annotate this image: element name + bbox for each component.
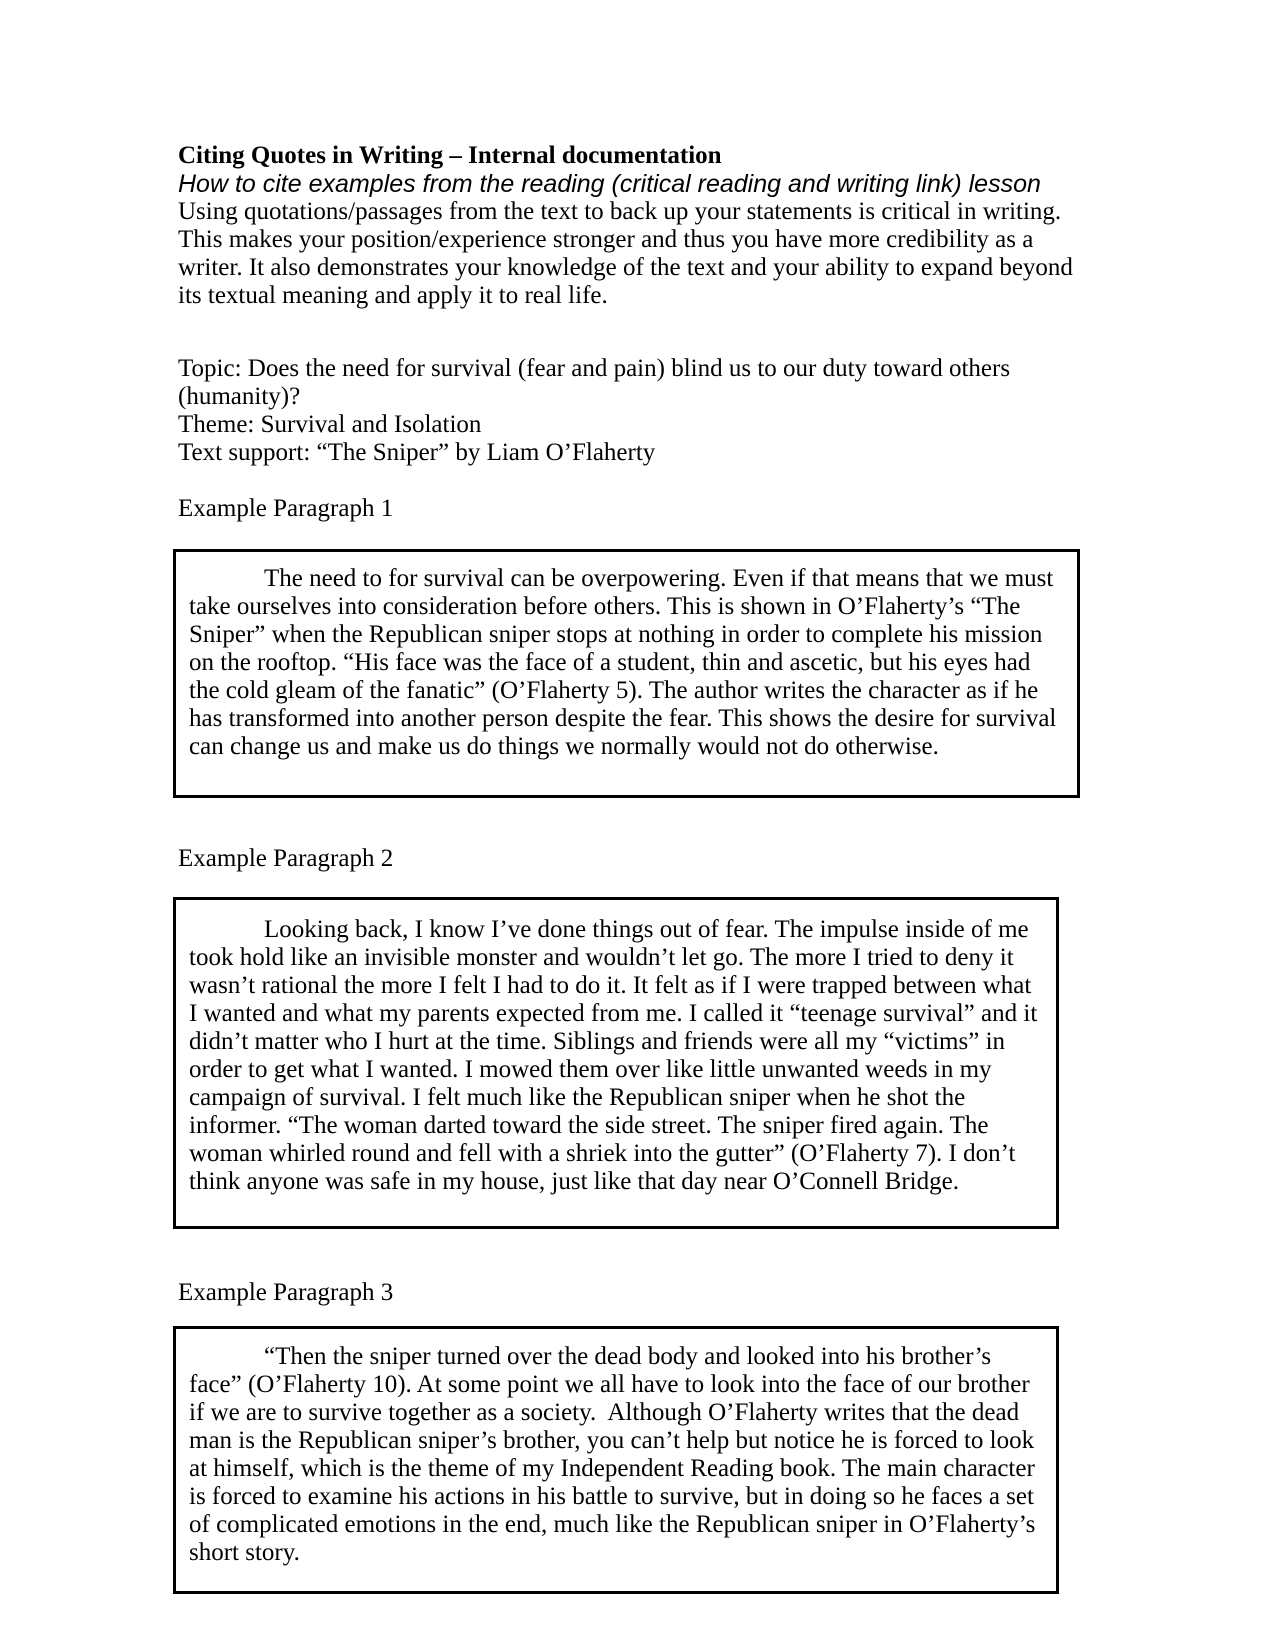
example-1-box xyxy=(173,549,1080,798)
text-support-line: Text support: “The Sniper” by Liam O’Flaherty xyxy=(178,439,656,466)
example-2-box xyxy=(173,897,1059,1229)
example-3-text: “Then the sniper turned over the dead body and looked into his brother’s face” (O’Flaherty 10). At some point we all have to look into the face of our brother if we are to survive together as a society. Although O’Flaherty writes that the dead man is the Republican sniper’s brother, you can’t help but notice he is forced to look at himself, which is the theme of my Independent Reading book. The main character is forced to examine his actions in his battle to survive, but in doing so he faces a set of complicated emotions in the end, much like the Republican sniper in O’Flaherty’s short story. xyxy=(189,1343,1042,1566)
example-3-label: Example Paragraph 3 xyxy=(178,1279,394,1306)
document-content xyxy=(178,142,1090,1594)
intro-paragraph: Using quotations/passages from the text to back up your statements is critical in writing. This makes your position/experience stronger and thus you have more credibility as a writer. It also demonstrates your knowledge of the text and your ability to expand beyond its textual meaning and apply it to real life. xyxy=(178,198,1073,309)
example-1-label: Example Paragraph 1 xyxy=(178,495,394,522)
topic-block xyxy=(178,355,1090,467)
example-2-text: Looking back, I know I’ve done things out of fear. The impulse inside of me took hold like an invisible monster and wouldn’t let go. The more I tried to deny it wasn’t rational the more I felt I had to do it. It felt as if I were trapped between what I wanted and what my parents expected from me. I called it “teenage survival” and it didn’t matter who I hurt at the time. Siblings and friends were all my “victims” in order to get what I wanted. I mowed them over like little unwanted weeds in my campaign of survival. I felt much like the Republican sniper when he shot the informer. “The woman darted toward the side street. The sniper fired again. The woman whirled round and fell with a shriek into the gutter” (O’Flaherty 7). I don’t think anyone was safe in my house, just like that day near O’Connell Bridge. xyxy=(189,916,1044,1195)
document-subtitle: How to cite examples from the reading (critical reading and writing link) lesson xyxy=(178,170,1041,198)
example-section-3 xyxy=(178,1279,1090,1594)
example-2-label: Example Paragraph 2 xyxy=(178,845,394,872)
document-title: Citing Quotes in Writing – Internal documentation xyxy=(178,142,722,169)
topic-line: Topic: Does the need for survival (fear and pain) blind us to our duty toward others (humanity)? xyxy=(178,355,1011,410)
example-section-1 xyxy=(178,495,1090,798)
example-1-text: The need to for survival can be overpowering. Even if that means that we must take ourselves into consideration before others. This is shown in O’Flaherty’s “The Sniper” when the Republican sniper stops at nothing in order to complete his mission on the rooftop. “His face was the face of a student, thin and ascetic, but his eyes had the cold gleam of the fanatic” (O’Flaherty 5). The author writes the character as if he has transformed into another person despite the fear. This shows the desire for survival can change us and make us do things we normally would not do otherwise. xyxy=(189,565,1063,760)
example-section-2 xyxy=(178,845,1090,1229)
example-3-box xyxy=(173,1326,1059,1594)
theme-line: Theme: Survival and Isolation xyxy=(178,411,482,438)
